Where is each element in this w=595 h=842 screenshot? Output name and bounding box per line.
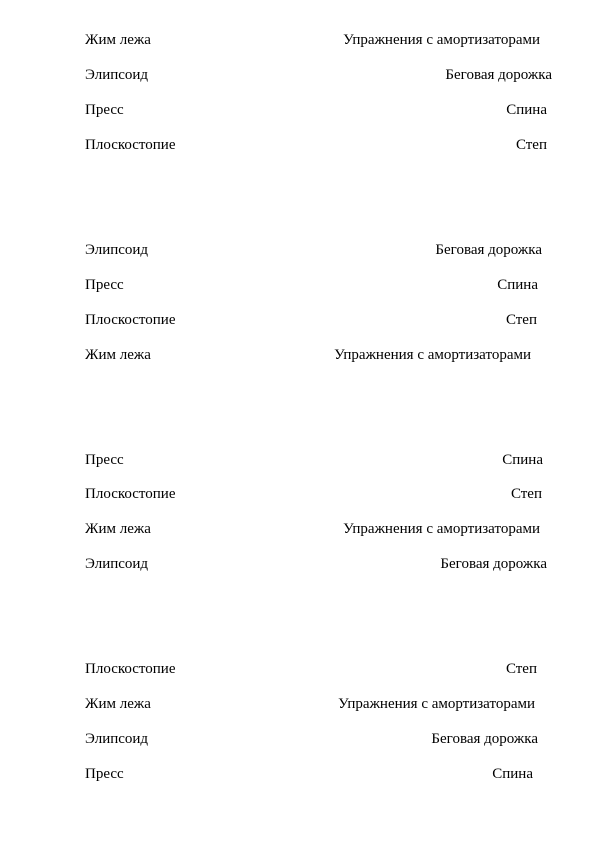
exercise-right: Упражнения с амортизаторами: [343, 521, 540, 537]
exercise-row: [0, 519, 595, 539]
exercise-left: Пресс: [85, 766, 124, 782]
exercise-row: [0, 30, 595, 50]
exercise-left: Плоскостопие: [85, 661, 176, 677]
exercise-right: Спина: [502, 452, 543, 468]
exercise-left: Плоскостопие: [85, 486, 176, 502]
exercise-left: Жим лежа: [85, 347, 151, 363]
exercise-row: [0, 65, 595, 85]
exercise-row: [0, 310, 595, 330]
exercise-row: [0, 659, 595, 679]
exercise-right: Упражнения с амортизаторами: [334, 347, 531, 363]
exercise-left: Элипсоид: [85, 556, 149, 572]
exercise-right: Упражнения с амортизаторами: [338, 696, 535, 712]
exercise-left: Жим лежа: [85, 521, 151, 537]
exercise-left: Жим лежа: [85, 696, 151, 712]
exercise-right: Степ: [510, 486, 542, 502]
exercise-right: Спина: [492, 766, 533, 782]
exercise-left: Элипсоид: [85, 67, 149, 83]
exercise-right: Спина: [506, 102, 547, 118]
exercise-row: [0, 764, 595, 784]
exercise-row: [0, 240, 595, 260]
exercise-right: Степ: [505, 312, 537, 328]
exercise-left: Элипсоид: [85, 731, 149, 747]
exercise-row: [0, 729, 595, 749]
exercise-row: [0, 275, 595, 295]
exercise-row: [0, 345, 595, 365]
exercise-row: [0, 694, 595, 714]
exercise-right: Упражнения с амортизаторами: [343, 32, 540, 48]
exercise-row: [0, 554, 595, 574]
exercise-row: [0, 100, 595, 120]
exercise-row: [0, 450, 595, 470]
exercise-left: Плоскостопие: [85, 312, 176, 328]
exercise-row: [0, 484, 595, 504]
exercise-left: Пресс: [85, 277, 124, 293]
exercise-right: Беговая дорожка: [445, 67, 552, 83]
exercise-left: Элипсоид: [85, 242, 149, 258]
exercise-left: Жим лежа: [85, 32, 151, 48]
exercise-right: Степ: [515, 137, 547, 153]
exercise-right: Беговая дорожка: [435, 242, 542, 258]
exercise-right: Спина: [497, 277, 538, 293]
exercise-right: Беговая дорожка: [431, 731, 538, 747]
exercise-row: [0, 135, 595, 155]
exercise-left: Плоскостопие: [85, 137, 176, 153]
exercise-left: Пресс: [85, 102, 124, 118]
exercise-left: Пресс: [85, 452, 124, 468]
exercise-right: Степ: [505, 661, 537, 677]
exercise-right: Беговая дорожка: [440, 556, 547, 572]
